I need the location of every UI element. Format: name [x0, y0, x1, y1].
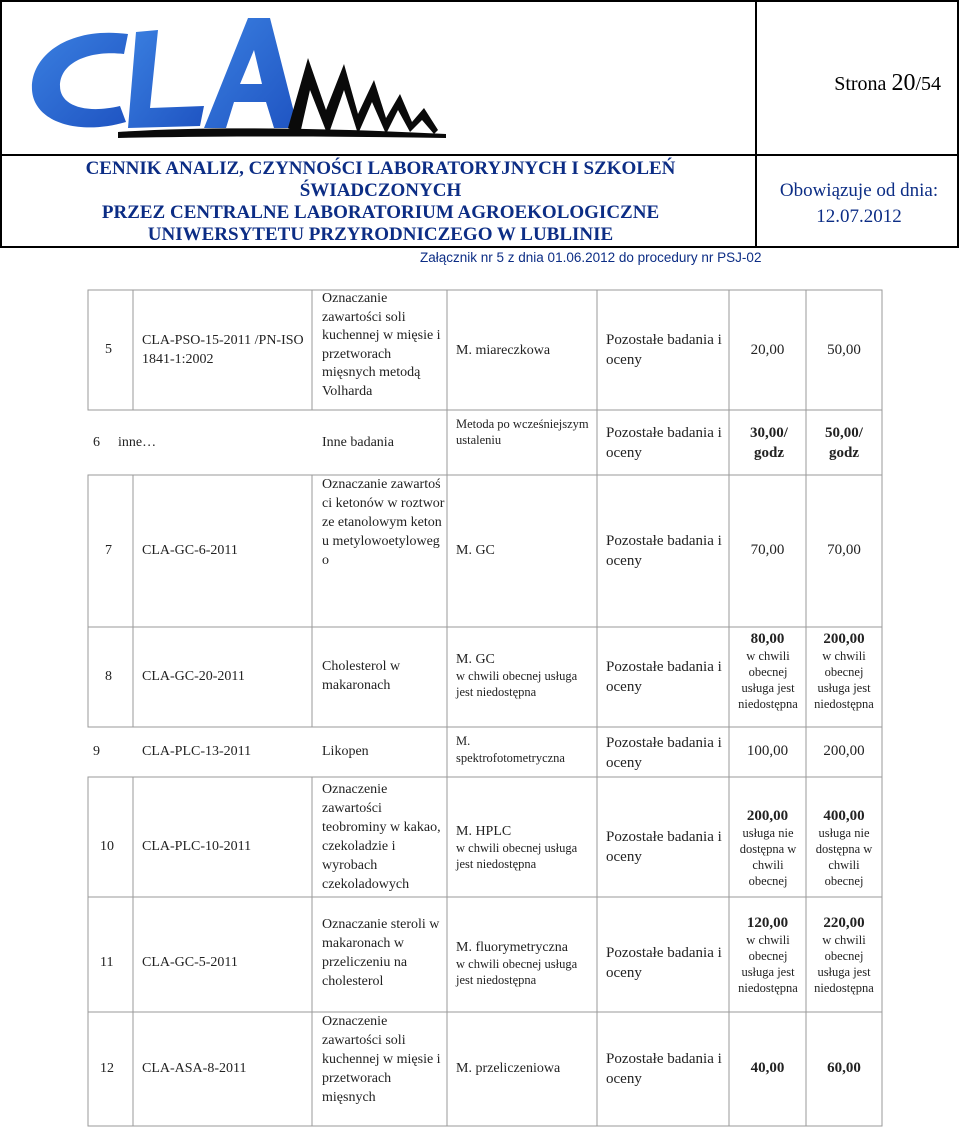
cla-logo [8, 10, 448, 150]
method-code: CLA-GC-20-2011 [142, 669, 245, 684]
category-label: Pozostałe badania i oceny [606, 425, 722, 461]
availability-note: w chwili obecnej usługa jest niedostępna [456, 669, 578, 699]
price-express: 70,00 [827, 542, 861, 558]
page-total: /54 [915, 73, 941, 95]
page-current: 20 [891, 70, 916, 96]
availability-note: w chwili obecnej usługa jest niedostępna [738, 649, 798, 711]
price-standard: 200,00 [746, 808, 789, 824]
document-header [0, 0, 960, 250]
title-line: UNIWERSYTETU PRZYRODNICZEGO W LUBLINIE [147, 224, 614, 245]
price-express: 200,00 [823, 631, 865, 647]
method-code: CLA-PLC-10-2011 [142, 839, 252, 854]
price-standard: 100,00 [746, 743, 789, 759]
price-express: 60,00 [827, 1060, 861, 1076]
title-line: CENNIK ANALIZ, CZYNNOŚCI LABORATORYJNYCH I SZKOLEŃ [85, 158, 676, 179]
document-title [2, 156, 759, 246]
price-standard: 70,00 [750, 542, 785, 558]
analysis-name: Oznaczanie zawartości ketonów w roztworze etanolowym ketonu metylowoetylowego [322, 477, 445, 568]
page-label: Strona [834, 73, 892, 95]
row-number: 8 [105, 669, 112, 684]
row-number: 12 [100, 1061, 114, 1076]
availability-note: w chwili obecnej usługa jest niedostępna [814, 933, 874, 995]
availability-note: usługa nie dostępna w chwili obecnej [739, 826, 797, 888]
page-number-cell [755, 0, 959, 156]
category-label: Pozostałe badania i oceny [606, 945, 722, 981]
row-number: 7 [105, 543, 112, 558]
price-standard: 40,00 [750, 1060, 785, 1076]
method-type: M. miareczkowa [456, 343, 551, 358]
analysis-name: Oznaczanie zawartości soli kuchennej w mięsie i przetworach mięsnych metodą Volharda [322, 291, 441, 399]
annex-note: Załącznik nr 5 z dnia 01.06.2012 do procedury nr PSJ-02 [420, 250, 762, 265]
price-express: 220,00 [823, 915, 865, 931]
availability-note: w chwili obecnej usługa jest niedostępna [814, 649, 874, 711]
price-express: 50,00 [827, 342, 861, 358]
category-label: Pozostałe badania i oceny [606, 332, 722, 368]
analysis-name: Oznaczanie steroli w makaronach w przeliczeniu na cholesterol [322, 917, 440, 989]
row-number: 10 [100, 839, 114, 854]
valid-from-cell [755, 154, 959, 248]
analysis-name: Oznaczenie zawartości soli kuchennej w mięsie i przetworach mięsnych [322, 1014, 441, 1105]
title-line: PRZEZ CENTRALNE LABORATORIUM AGROEKOLOGICZNE [101, 202, 660, 223]
method-type: Metoda po wcześniejszym ustaleniu [456, 417, 589, 447]
analysis-name: Likopen [322, 744, 369, 759]
title-line: ŚWIADCZONYCH [299, 180, 462, 201]
valid-from-label: Obowiązuje od dnia: [779, 180, 939, 201]
price-standard: 30,00/ godz [750, 425, 788, 461]
availability-note: usługa nie dostępna w chwili obecnej [815, 826, 873, 888]
method-code: CLA-GC-6-2011 [142, 543, 238, 558]
method-code: CLA-GC-5-2011 [142, 955, 238, 970]
availability-note: w chwili obecnej usługa jest niedostępna [456, 841, 578, 871]
price-express: 200,00 [823, 743, 865, 759]
logo-cell [0, 0, 757, 156]
method-type: M. GC [456, 652, 495, 667]
price-express: 400,00 [823, 808, 865, 824]
row-number: 6 [93, 435, 100, 450]
price-standard: 20,00 [750, 342, 785, 358]
availability-note: w chwili obecnej usługa jest niedostępna [456, 957, 578, 987]
method-code: CLA-PLC-13-2011 [142, 744, 252, 759]
method-type: M. spektrofotometryczna [456, 734, 565, 765]
page-number [834, 70, 941, 97]
row-number: 5 [105, 342, 112, 357]
price-standard: 80,00 [750, 631, 785, 647]
method-type: M. fluorymetryczna [456, 940, 568, 955]
category-label: Pozostałe badania i oceny [606, 533, 722, 569]
row-number: 9 [93, 744, 100, 759]
category-label: Pozostałe badania i oceny [606, 829, 722, 865]
method-type: M. przeliczeniowa [456, 1061, 561, 1076]
analysis-name: Oznaczenie zawartości teobrominy w kakao, czekoladzie i wyrobach czekoladowych [322, 782, 441, 892]
price-express: 50,00/ godz [825, 425, 863, 461]
method-type: M. GC [456, 543, 495, 558]
method-type: M. HPLC [456, 824, 512, 839]
category-label: Pozostałe badania i oceny [606, 1051, 722, 1087]
title-cell [0, 154, 757, 248]
row-number: 11 [100, 955, 114, 970]
category-label: Pozostałe badania i oceny [606, 659, 722, 695]
method-code: inne… [118, 435, 157, 450]
price-standard: 120,00 [746, 915, 789, 931]
valid-from-date: 12.07.2012 [816, 206, 902, 227]
method-code: CLA-ASA-8-2011 [142, 1061, 247, 1076]
method-code: CLA-PSO-15-2011 /PN-ISO 1841-1:2002 [142, 333, 304, 367]
analysis-name: Inne badania [322, 435, 394, 450]
availability-note: w chwili obecnej usługa jest niedostępna [738, 933, 798, 995]
analysis-name: Cholesterol w makaronach [322, 659, 401, 693]
category-label: Pozostałe badania i oceny [606, 735, 722, 771]
